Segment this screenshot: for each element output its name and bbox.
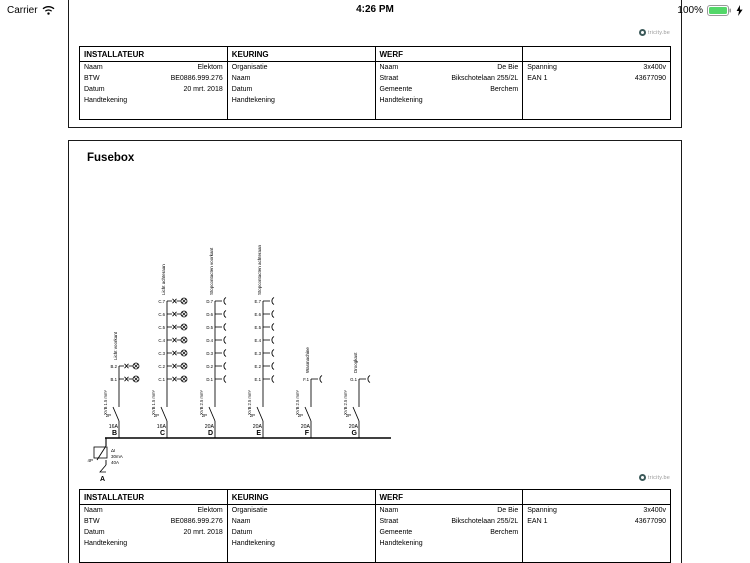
info-row — [376, 505, 523, 516]
socket-icon — [272, 376, 274, 383]
wire-spec-label: XVB 1.5 mm² — [103, 390, 108, 415]
branch-description-label: Stopcontacten achteraan — [257, 244, 262, 295]
document-page-2 — [68, 140, 682, 563]
main-rating-label: 40A — [111, 460, 120, 465]
socket-icon — [272, 350, 274, 357]
field-value: 3x400v — [643, 507, 666, 514]
field-label: Handtekening — [379, 97, 423, 104]
socket-icon — [224, 311, 226, 318]
circuit-label: C.3 — [158, 350, 165, 356]
field-label: Naam — [379, 507, 399, 514]
info-row — [80, 527, 227, 538]
info-row — [80, 538, 227, 549]
circuit-label: E.1 — [254, 376, 261, 382]
info-column — [227, 490, 375, 562]
circuit-label: E.7 — [254, 298, 261, 304]
info-column — [80, 47, 227, 119]
circuit-label: D.2 — [206, 363, 213, 369]
info-row — [376, 84, 523, 95]
socket-icon — [272, 363, 274, 370]
info-row — [376, 538, 523, 549]
socket-icon — [272, 337, 274, 344]
socket-icon — [272, 311, 274, 318]
main-rating-label: 30mA — [111, 454, 123, 459]
fusebox-branch-B — [103, 331, 139, 438]
fusebox-branch-D — [199, 247, 226, 438]
column-header: INSTALLATEUR — [80, 490, 227, 505]
circuit-label: G.1 — [350, 376, 357, 382]
info-row — [228, 505, 375, 516]
field-value: Elektom — [197, 64, 223, 71]
circuit-label: C.7 — [158, 298, 165, 304]
pole-label: 2P — [249, 413, 255, 418]
branch-id-label: E — [256, 430, 261, 437]
tricity-logo-icon — [639, 474, 646, 481]
field-value: 20 mrt. 2018 — [183, 86, 223, 93]
wire-spec-label: XVB 2.5 mm² — [247, 390, 252, 415]
info-row — [523, 62, 670, 73]
info-row — [523, 73, 670, 84]
info-row — [228, 538, 375, 549]
field-label: Handtekening — [379, 540, 423, 547]
wire-spec-label: XVB 2.5 mm² — [343, 390, 348, 415]
branch-id-label: B — [111, 430, 117, 437]
field-label: Datum — [84, 86, 105, 93]
circuit-label: B.1 — [110, 376, 117, 382]
info-row — [523, 505, 670, 516]
info-row — [80, 62, 227, 73]
field-label: Handtekening — [231, 97, 275, 104]
field-label: EAN 1 — [527, 75, 548, 82]
field-value: 43677090 — [634, 75, 666, 82]
info-row — [228, 95, 375, 106]
field-label: Straat — [379, 75, 399, 82]
circuit-label: E.4 — [254, 337, 261, 343]
wifi-icon — [42, 5, 55, 15]
info-column — [80, 490, 227, 562]
info-row — [228, 73, 375, 84]
field-label: Handtekening — [84, 97, 128, 104]
pole-label: 2P — [105, 413, 111, 418]
battery-icon — [707, 5, 732, 16]
socket-icon — [224, 350, 226, 357]
field-label: Naam — [231, 518, 251, 525]
field-label: Naam — [84, 64, 103, 71]
info-column — [522, 490, 670, 562]
wire-spec-label: XVB 2.5 mm² — [199, 390, 204, 415]
amp-rating-label: 16A — [108, 424, 118, 430]
info-table — [79, 489, 671, 563]
main-rating-label: ΔI — [111, 448, 116, 453]
fusebox-branch-E — [247, 244, 274, 438]
info-row — [228, 62, 375, 73]
socket-icon — [224, 376, 226, 383]
field-label: Naam — [379, 64, 399, 71]
info-column — [375, 490, 523, 562]
circuit-label: C.2 — [158, 363, 165, 369]
circuit-label: C.1 — [158, 376, 165, 382]
pole-label: 4P — [87, 458, 93, 463]
fusebox-branch-G — [343, 352, 370, 438]
pole-label: 2P — [345, 413, 351, 418]
branch-description-label: Licht voorkant — [113, 331, 118, 360]
socket-icon — [224, 298, 226, 305]
fusebox-schematic — [69, 141, 683, 487]
branch-description-label: Wasmachine — [305, 347, 310, 373]
watermark-label: tricity.be — [647, 29, 670, 36]
column-header: WERF — [376, 47, 523, 62]
field-value: 3x400v — [643, 64, 666, 71]
fusebox-title: Fusebox — [87, 152, 135, 164]
column-header — [523, 47, 670, 62]
pole-label: 2P — [153, 413, 159, 418]
info-row — [376, 73, 523, 84]
field-label: Straat — [379, 518, 399, 525]
info-row — [228, 84, 375, 95]
clock: 4:26 PM — [356, 4, 394, 15]
circuit-label: F.1 — [303, 376, 309, 382]
pole-label: 2P — [201, 413, 207, 418]
watermark-label: tricity.be — [647, 474, 670, 481]
circuit-label: B.2 — [110, 363, 117, 369]
circuit-label: C.4 — [158, 337, 165, 343]
differential-box-icon — [94, 447, 107, 458]
branch-description-label: Droogkast — [353, 352, 358, 373]
field-value: De Bie — [497, 507, 519, 514]
socket-icon — [272, 298, 274, 305]
field-value: BE0886.999.276 — [170, 75, 223, 82]
fusebox-branch-F — [295, 347, 322, 438]
wire-spec-label: XVB 2.5 mm² — [295, 390, 300, 415]
branch-id-label: A — [100, 476, 106, 483]
circuit-label: D.1 — [206, 376, 213, 382]
info-row — [80, 516, 227, 527]
amp-rating-label: 20A — [300, 424, 310, 430]
socket-icon — [320, 376, 322, 383]
status-bar-right — [677, 5, 743, 16]
field-label: Gemeente — [379, 529, 413, 536]
field-label: Handtekening — [231, 540, 275, 547]
field-value: 20 mrt. 2018 — [183, 529, 223, 536]
branch-id-label: G — [351, 430, 357, 437]
info-row — [80, 84, 227, 95]
amp-rating-label: 20A — [252, 424, 262, 430]
field-value: BE0886.999.276 — [170, 518, 223, 525]
field-label: Gemeente — [379, 86, 413, 93]
info-row — [228, 527, 375, 538]
circuit-label: E.6 — [254, 311, 261, 317]
socket-icon — [368, 376, 370, 383]
info-column — [227, 47, 375, 119]
status-bar-left — [7, 5, 55, 16]
field-label: Spanning — [527, 507, 557, 514]
field-value: Bikschotelaan 255/2L — [451, 75, 519, 82]
amp-rating-label: 20A — [348, 424, 358, 430]
status-bar — [0, 0, 750, 20]
amp-rating-label: 20A — [204, 424, 214, 430]
column-header: INSTALLATEUR — [80, 47, 227, 62]
circuit-label: E.2 — [254, 363, 261, 369]
info-column — [522, 47, 670, 119]
column-header: KEURING — [228, 490, 375, 505]
info-row — [80, 73, 227, 84]
carrier-label: Carrier — [7, 4, 38, 16]
circuit-label: C.5 — [158, 324, 165, 330]
field-label: Datum — [84, 529, 105, 536]
field-value: Berchem — [490, 86, 519, 93]
field-label: BTW — [84, 518, 100, 525]
field-label: Datum — [231, 529, 253, 536]
column-header: KEURING — [228, 47, 375, 62]
fusebox-main-switch — [87, 438, 122, 483]
watermark — [639, 474, 670, 481]
field-value: Berchem — [490, 529, 519, 536]
circuit-label: D.5 — [206, 324, 213, 330]
field-label: BTW — [84, 75, 100, 82]
fusebox-branch-C — [151, 264, 187, 438]
branch-id-label: F — [304, 430, 309, 437]
info-row — [376, 62, 523, 73]
info-row — [376, 516, 523, 527]
tricity-logo-icon — [639, 29, 646, 36]
info-row — [80, 505, 227, 516]
circuit-label: D.3 — [206, 350, 213, 356]
amp-rating-label: 16A — [156, 424, 166, 430]
circuit-label: D.4 — [206, 337, 213, 343]
incomer-arrow-icon — [100, 465, 106, 472]
circuit-label: D.7 — [206, 298, 213, 304]
circuit-label: E.5 — [254, 324, 261, 330]
watermark — [639, 29, 670, 36]
socket-icon — [224, 337, 226, 344]
column-header: WERF — [376, 490, 523, 505]
socket-icon — [272, 324, 274, 331]
socket-icon — [224, 324, 226, 331]
pole-label: 2P — [297, 413, 303, 418]
field-label: Organisatie — [231, 64, 268, 71]
info-row — [80, 95, 227, 106]
circuit-label: C.6 — [158, 311, 165, 317]
field-label: Datum — [231, 86, 253, 93]
field-label: EAN 1 — [527, 518, 548, 525]
branch-description-label: Licht achteraan — [161, 264, 166, 295]
field-label: Organisatie — [231, 507, 268, 514]
circuit-label: E.3 — [254, 350, 261, 356]
info-row — [376, 527, 523, 538]
field-value: De Bie — [497, 64, 519, 71]
battery-percent: 100% — [677, 4, 703, 16]
info-row — [523, 516, 670, 527]
branch-id-label: D — [207, 430, 213, 437]
field-label: Naam — [84, 507, 103, 514]
socket-icon — [224, 363, 226, 370]
field-value: Elektom — [197, 507, 223, 514]
info-row — [228, 516, 375, 527]
branch-description-label: Stopcontacten voorkant — [209, 247, 214, 295]
branch-id-label: C — [159, 430, 165, 437]
circuit-label: D.6 — [206, 311, 213, 317]
field-value: Bikschotelaan 255/2L — [451, 518, 519, 525]
info-row — [376, 95, 523, 106]
column-header — [523, 490, 670, 505]
charging-bolt-icon — [736, 5, 743, 16]
field-value: 43677090 — [634, 518, 666, 525]
field-label: Handtekening — [84, 540, 128, 547]
info-column — [375, 47, 523, 119]
wire-spec-label: XVB 1.5 mm² — [151, 390, 156, 415]
field-label: Naam — [231, 75, 251, 82]
info-table — [79, 46, 671, 120]
field-label: Spanning — [527, 64, 557, 71]
